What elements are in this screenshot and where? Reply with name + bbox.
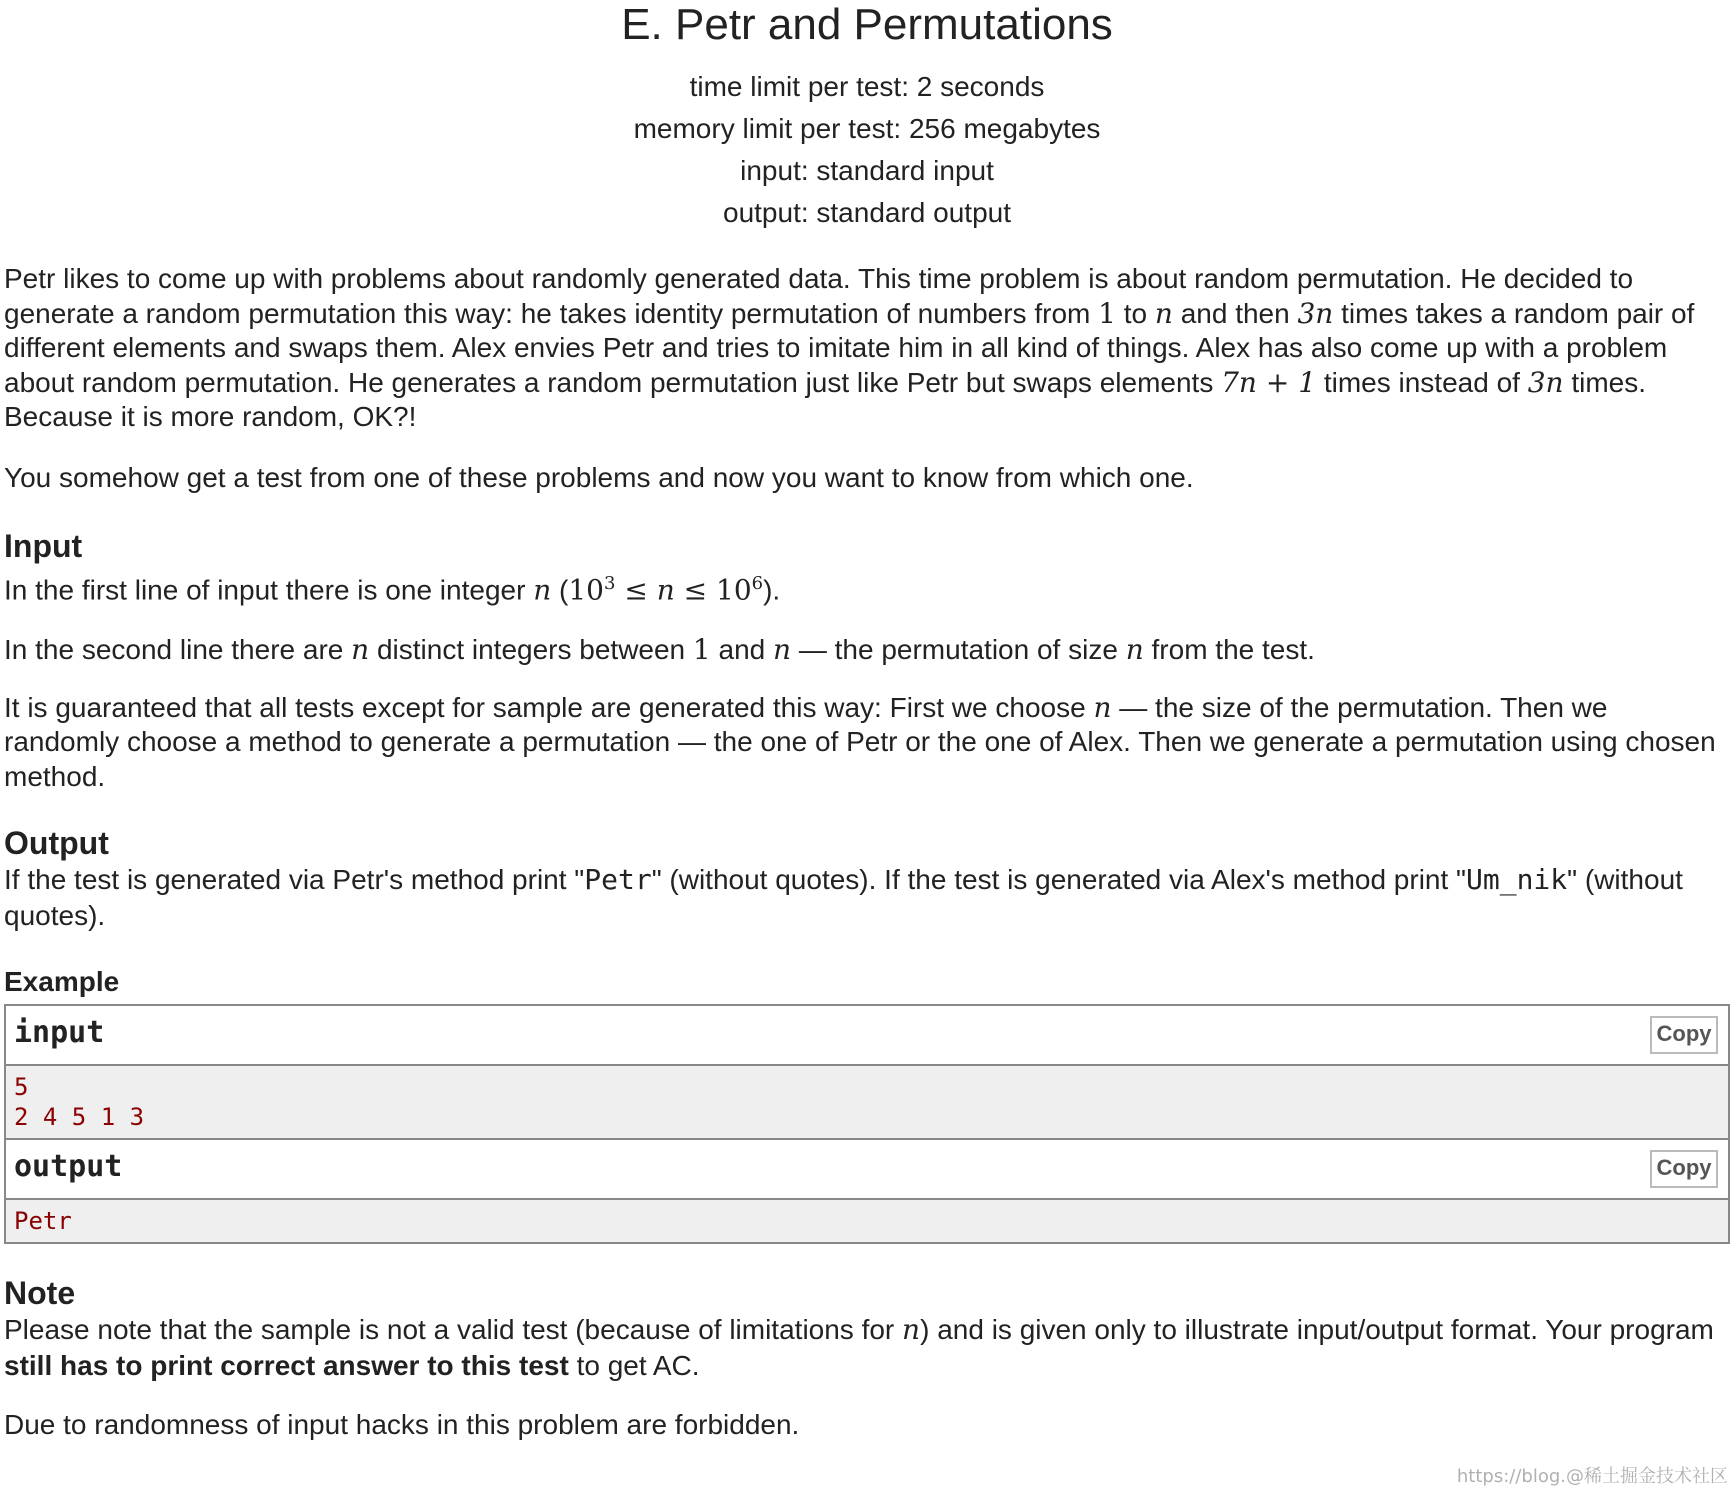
sample-input-label: input (14, 1015, 105, 1051)
sample-input-content (6, 1066, 1728, 1140)
text: It is guaranteed that all tests except for sample are generated this way: First we choose (4, 691, 1094, 723)
math: 1 (692, 632, 711, 666)
math: n (1154, 296, 1173, 330)
note-heading: Note (4, 1275, 76, 1312)
text: ) and is given only to illustrate input/output format. Your program (920, 1314, 1714, 1346)
problem-title: E. Petr and Permutations (621, 0, 1113, 49)
text: and (710, 633, 774, 665)
text: — the permutation of size (791, 633, 1126, 665)
math: 1 (1098, 296, 1116, 330)
memory-limit: memory limit per test: 256 megabytes (633, 113, 1101, 144)
math-exponent: 6 (751, 572, 764, 594)
problem-limits (4, 66, 1730, 234)
math: n (351, 632, 370, 666)
math: 3n (1527, 365, 1564, 399)
sample-output-line: Petr (14, 1207, 72, 1236)
watermark: https://blog.@稀土掘金技术社区 (1456, 1466, 1728, 1487)
text: In the second line there are (4, 633, 352, 665)
text: distinct integers between (369, 633, 693, 665)
code: Um_nik (1466, 863, 1568, 897)
copy-input-button[interactable]: Copy (1650, 1016, 1718, 1054)
note-paragraph-1 (4, 1312, 1730, 1384)
sample-input-line: 2 4 5 1 3 (14, 1103, 145, 1132)
math: 3n (1297, 296, 1334, 330)
text: — the size of the permutation. Then we randomly choose a method to generate a permutation — the one of Petr or the one of Alex. Then we generate a permutation using chosen method. (4, 691, 1716, 792)
text: times. Because it is more random, OK?! (4, 366, 1647, 432)
text: ). (763, 573, 781, 605)
note-paragraph-2: Due to randomness of input hacks in this problem are forbidden. (4, 1409, 800, 1441)
input-heading: Input (4, 527, 83, 564)
text: to get AC. (568, 1350, 700, 1382)
legend-paragraph-2: You somehow get a test from one of these problems and now you want to know from which one. (4, 461, 1194, 493)
legend-paragraph-1 (4, 262, 1730, 435)
math: ≤ n ≤ (615, 572, 717, 606)
math: n (902, 1313, 921, 1347)
text: ( (551, 573, 569, 605)
text: " (without quotes). If the test is generated via Alex's method print " (651, 864, 1466, 896)
text: to (1115, 297, 1155, 329)
code: Petr (584, 863, 652, 897)
sample-output-content (6, 1200, 1728, 1242)
text: and then (1172, 297, 1298, 329)
text: In the first line of input there is one integer (4, 573, 534, 605)
math: n (1125, 632, 1144, 666)
sample-input-line: 5 (14, 1073, 29, 1102)
output-heading: Output (4, 825, 109, 862)
text: from the test. (1143, 633, 1315, 665)
input-paragraph-2 (4, 631, 1730, 669)
sample-test (4, 1004, 1730, 1244)
text: Petr likes to come up with problems about randomly generated data. This time problem is about random permutation. He decided to generate a random permutation this way: he takes identity permutation of numbers from (4, 263, 1634, 329)
example-heading: Example (4, 966, 120, 998)
input-paragraph-1 (4, 565, 1730, 609)
math: n (533, 572, 552, 606)
sample-output-header (6, 1140, 1728, 1200)
input-paragraph-3 (4, 691, 1730, 795)
sample-output-label: output (14, 1149, 123, 1185)
math: n (773, 632, 792, 666)
math: 10 (716, 572, 752, 606)
bold-text: still has to print correct answer to this test (4, 1350, 569, 1382)
text: times takes a random pair of different elements and swaps them. Alex envies Petr and tries to imitate him in all kind of things. Alex has also come up with a problem about random permutation. He generates a random permutation just like Petr but swaps elements (4, 297, 1695, 398)
input-source: input: standard input (740, 155, 994, 186)
output-source: output: standard output (723, 197, 1011, 228)
math: n (1093, 690, 1112, 724)
sample-input-header (6, 1006, 1728, 1066)
text: " (without quotes). (4, 864, 1683, 932)
text: Please note that the sample is not a valid test (because of limitations for (4, 1314, 903, 1346)
text: If the test is generated via Petr's method print " (4, 864, 585, 896)
time-limit: time limit per test: 2 seconds (689, 71, 1045, 102)
math: 7n + 1 (1221, 365, 1317, 399)
math: 10 (568, 572, 604, 606)
output-paragraph-1 (4, 862, 1730, 934)
copy-output-button[interactable]: Copy (1650, 1150, 1718, 1188)
math-exponent: 3 (604, 572, 616, 594)
text: times instead of (1316, 366, 1528, 398)
problem-statement (4, 0, 1730, 1444)
